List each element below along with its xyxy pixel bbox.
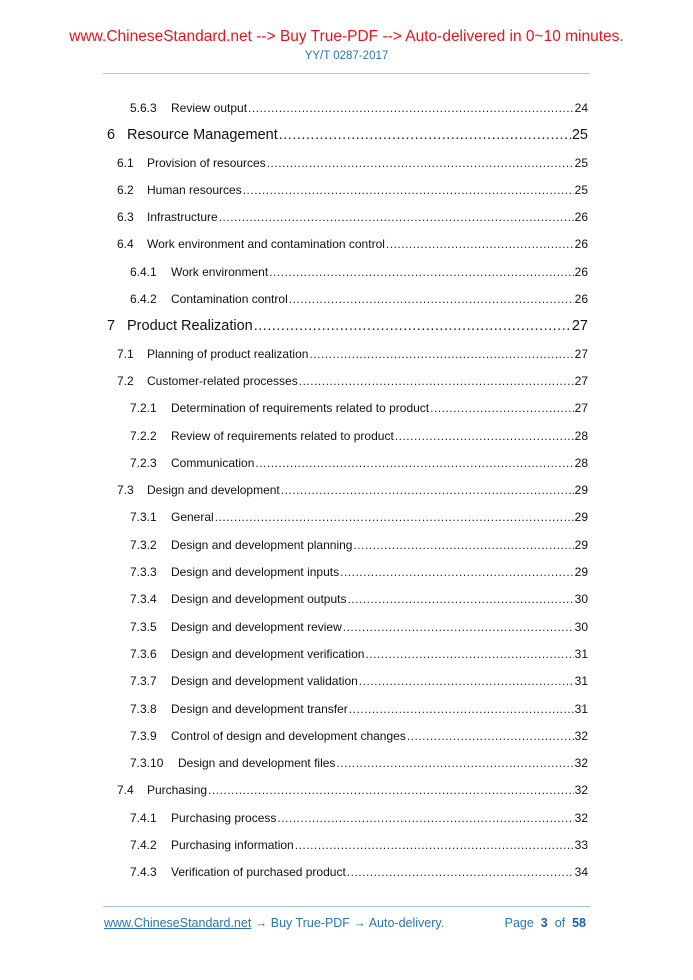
toc-number: 7.4.1 [130, 810, 157, 825]
toc-entry[interactable] [100, 341, 588, 368]
toc-title: Design and development planning [171, 537, 353, 552]
toc-page: 26 [574, 210, 588, 225]
toc-number: 7.4 [117, 783, 134, 798]
toc-number: 7.3.4 [130, 592, 157, 607]
toc-entry[interactable] [100, 286, 588, 313]
toc-leader [353, 532, 573, 559]
toc-title: Provision of resources [147, 155, 266, 170]
toc-number: 6.4 [117, 237, 134, 252]
toc-leader [359, 668, 574, 695]
toc-entry[interactable] [100, 204, 588, 231]
toc-entry[interactable] [100, 477, 588, 504]
toc-number: 7.3.6 [130, 646, 157, 661]
toc-number: 7.1 [117, 346, 134, 361]
toc-entry[interactable] [100, 177, 588, 204]
toc-title: Control of design and development changes [171, 728, 406, 743]
toc-leader [299, 368, 574, 395]
toc-entry[interactable] [100, 423, 588, 450]
toc-leader [289, 286, 574, 313]
toc-leader [208, 777, 574, 804]
toc-page: 30 [574, 592, 588, 607]
toc-entry[interactable] [100, 614, 588, 641]
toc-number: 6.1 [117, 155, 134, 170]
toc-entry[interactable] [100, 777, 588, 804]
toc-leader [279, 122, 571, 149]
toc-title: Verification of purchased product [171, 865, 346, 880]
footer-text: → Buy True-PDF → Auto-delivery. [251, 916, 445, 930]
page-indicator: Page 3 of 58 [504, 916, 586, 930]
toc-number: 6.4.2 [130, 292, 157, 307]
toc-page: 29 [574, 483, 588, 498]
toc-number: 7.3.10 [130, 756, 164, 771]
toc-title: Design and development review [171, 619, 342, 634]
toc-number: 6.4.1 [130, 264, 157, 279]
toc-entry[interactable] [100, 859, 588, 886]
toc-number: 6.3 [117, 210, 134, 225]
toc-entry[interactable] [100, 832, 588, 859]
toc-entry[interactable] [100, 395, 588, 422]
toc-number: 7.3.3 [130, 565, 157, 580]
toc-page: 25 [574, 182, 588, 197]
toc-number: 7.3 [117, 483, 134, 498]
toc-page: 26 [574, 292, 588, 307]
toc-page: 32 [574, 810, 588, 825]
toc-leader [347, 586, 573, 613]
toc-title: Review output [171, 101, 248, 115]
current-page: 3 [540, 916, 548, 930]
toc-page: 31 [574, 674, 588, 689]
toc-leader [349, 696, 574, 723]
toc-entry[interactable] [100, 696, 588, 723]
toc-page: 34 [574, 865, 588, 880]
toc-title: Design and development files [178, 756, 336, 771]
toc-title: Determination of requirements related to product [171, 401, 430, 416]
toc-number: 7.2 [117, 373, 134, 388]
toc-title: Customer-related processes [147, 373, 298, 388]
toc-entry[interactable] [100, 750, 588, 777]
toc-number: 7.3.2 [130, 537, 157, 552]
toc-entry[interactable] [100, 586, 588, 613]
toc-page: 29 [574, 510, 588, 525]
toc-leader [295, 832, 574, 859]
toc-number: 7.4.2 [130, 838, 157, 853]
toc-page: 25 [574, 155, 588, 170]
toc-title: Human resources [147, 182, 242, 197]
toc-page: 29 [574, 537, 588, 552]
toc-number: 7.2.2 [130, 428, 157, 443]
toc-number: 6 [107, 127, 116, 144]
toc-page: 26 [574, 264, 588, 279]
toc-leader [255, 450, 573, 477]
toc-entry[interactable] [100, 559, 588, 586]
toc-title: Purchasing process [171, 810, 277, 825]
toc-page: 25 [571, 127, 588, 144]
toc-entry[interactable] [100, 231, 588, 258]
toc-entry[interactable] [100, 532, 588, 559]
toc-leader [340, 559, 574, 586]
toc-title: Purchasing [147, 783, 208, 798]
total-pages: 58 [572, 916, 586, 930]
toc-number: 7.4.3 [130, 865, 157, 880]
toc-page: 26 [574, 237, 588, 252]
toc-entry[interactable] [100, 805, 588, 832]
footer [104, 916, 586, 930]
toc-page: 24 [574, 101, 588, 115]
toc-leader [219, 204, 574, 231]
footer-divider [103, 906, 590, 907]
toc-leader [277, 805, 573, 832]
toc-leader [347, 859, 574, 886]
toc-leader [407, 723, 574, 750]
toc-title: General [171, 510, 214, 525]
toc-title: Infrastructure [147, 210, 218, 225]
toc-page: 31 [574, 701, 588, 716]
toc-number: 7.3.5 [130, 619, 157, 634]
toc-leader [254, 313, 571, 340]
toc-leader [365, 641, 573, 668]
toc-number: 7.3.9 [130, 728, 157, 743]
toc-title: Resource Management [127, 127, 278, 144]
toc-leader [243, 177, 574, 204]
toc-number: 5.6.3 [130, 101, 157, 115]
toc-number: 7 [107, 318, 116, 335]
toc-leader [281, 477, 574, 504]
toc-title: Design and development validation [171, 674, 358, 689]
toc-number: 7.2.1 [130, 401, 157, 416]
toc-leader [215, 504, 574, 531]
toc-title: Work environment and contamination control [147, 237, 385, 252]
toc-title: Design and development [147, 483, 280, 498]
toc-page: 27 [574, 346, 588, 361]
toc-number: 7.2.3 [130, 455, 157, 470]
toc-leader [269, 259, 573, 286]
toc-leader [309, 341, 573, 368]
toc-page: 33 [574, 838, 588, 853]
toc-leader [248, 95, 574, 122]
toc-leader [336, 750, 573, 777]
toc-entry[interactable] [100, 450, 588, 477]
toc-entry[interactable] [100, 259, 588, 286]
toc-title: Design and development inputs [171, 565, 340, 580]
toc-title: Purchasing information [171, 838, 294, 853]
toc-entry[interactable] [100, 668, 588, 695]
toc-entry[interactable] [100, 122, 588, 149]
toc-leader [430, 395, 574, 422]
toc-leader [267, 150, 574, 177]
toc-page: 32 [574, 728, 588, 743]
toc-title: Design and development outputs [171, 592, 347, 607]
toc-title: Review of requirements related to product [171, 428, 394, 443]
toc-leader [386, 231, 574, 258]
footer-link[interactable]: www.ChineseStandard.net [104, 916, 252, 930]
toc-title: Design and development verification [171, 646, 365, 661]
toc-entry[interactable] [100, 368, 588, 395]
toc-number: 6.2 [117, 182, 134, 197]
toc-title: Communication [171, 455, 255, 470]
toc-page: 28 [574, 455, 588, 470]
toc-number: 7.3.1 [130, 510, 157, 525]
toc-page: 29 [574, 565, 588, 580]
toc-page: 27 [574, 373, 588, 388]
toc-page: 32 [574, 783, 588, 798]
toc-entry[interactable] [100, 641, 588, 668]
header-banner[interactable]: www.ChineseStandard.net --> Buy True-PDF --> Auto-delivered in 0~10 minutes. [69, 28, 624, 45]
toc-title: Planning of product realization [147, 346, 309, 361]
toc-entry[interactable] [100, 313, 588, 340]
toc-leader [343, 614, 574, 641]
toc-leader [395, 423, 574, 450]
toc-page: 32 [574, 756, 588, 771]
toc-entry[interactable] [100, 95, 588, 122]
toc-entry[interactable] [100, 723, 588, 750]
toc-entry[interactable] [100, 150, 588, 177]
toc-title: Product Realization [127, 318, 253, 335]
toc-page: 28 [574, 428, 588, 443]
standard-number: YY/T 0287-2017 [304, 50, 389, 62]
toc-title: Design and development transfer [171, 701, 348, 716]
toc-number: 7.3.8 [130, 701, 157, 716]
table-of-contents [100, 95, 588, 887]
toc-title: Contamination control [171, 292, 288, 307]
toc-page: 27 [571, 318, 588, 335]
toc-number: 7.3.7 [130, 674, 157, 689]
toc-entry[interactable] [100, 504, 588, 531]
toc-page: 30 [574, 619, 588, 634]
toc-title: Work environment [171, 264, 269, 279]
toc-page: 31 [574, 646, 588, 661]
header-divider [103, 73, 590, 74]
toc-page: 27 [574, 401, 588, 416]
